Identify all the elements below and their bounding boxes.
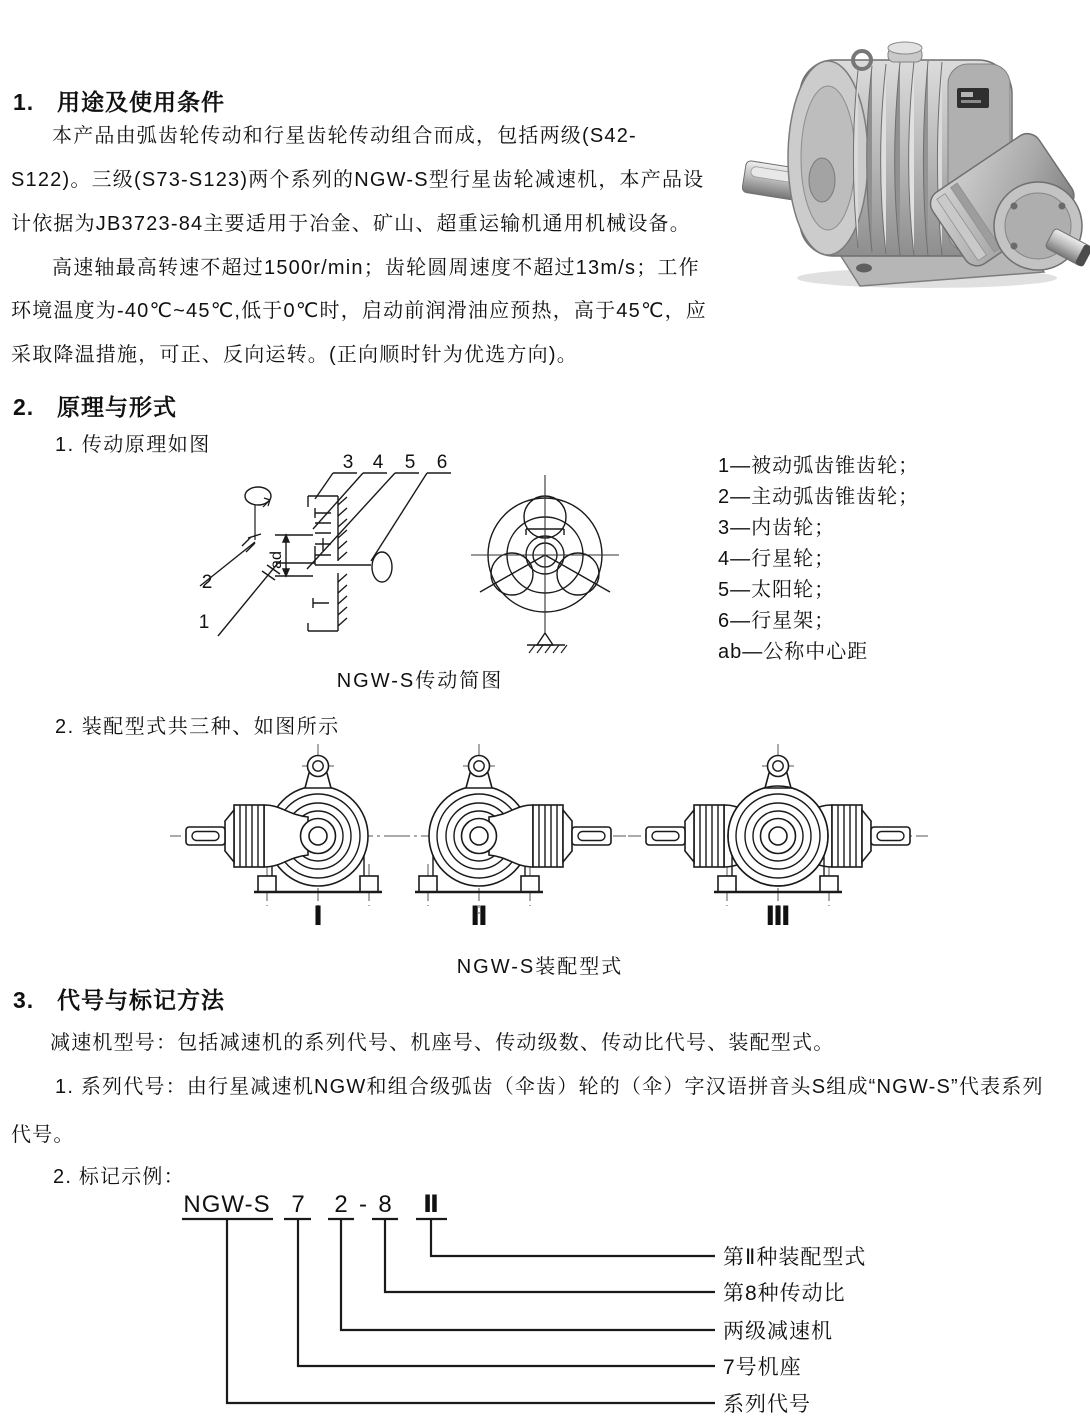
legend-item: 5—太阳轮； (718, 579, 836, 601)
para2-line3: 采取降温措施，可正、反向运转。(正向顺时针为优选方向)。 (11, 344, 578, 366)
section2-item2: 2. 装配型式共三种、如图所示 (55, 716, 340, 738)
code-frame: 7 (291, 1191, 305, 1218)
callout-ratio: 第8种传动比 (723, 1282, 846, 1305)
product-photo (742, 30, 1090, 292)
callout-series: 系列代号 (723, 1393, 811, 1416)
para1-line3: 计依据为JB3723-84主要适用于冶金、矿山、超重运输机通用机械设备。 (11, 213, 691, 235)
legend-item: 2—主动弧齿锥齿轮； (718, 486, 920, 508)
legend-item: 4—行星轮； (718, 548, 836, 570)
section1-title: 用途及使用条件 (57, 89, 225, 115)
assembly-type-1 (170, 744, 400, 914)
code-assembly: Ⅱ (423, 1191, 439, 1218)
code-series: NGW-S (183, 1191, 271, 1218)
section3-title: 代号与标记方法 (57, 987, 225, 1013)
para1-line2: S122)。三级(S73-S123)两个系列的NGW-S型行星齿轮减速机，本产品设 (11, 169, 705, 191)
schematic-label-5: 5 (404, 452, 416, 473)
schematic-label-1: 1 (198, 612, 210, 633)
para2-line2: 环境温度为-40℃~45℃,低于0℃时，启动前润滑油应预热，高于45℃，应 (11, 300, 708, 322)
name-plate (957, 88, 989, 108)
callout-assembly: 第Ⅱ种装配型式 (723, 1246, 867, 1269)
gear-train-drawing (200, 487, 392, 636)
schematic-label-4: 4 (372, 452, 384, 473)
section1-heading (13, 84, 225, 117)
marking-connectors (182, 1219, 715, 1403)
reducer-photo-group (742, 42, 1090, 288)
section1-number: 1. (13, 89, 35, 115)
section2-number: 2. (13, 394, 35, 420)
para2-line1: 高速轴最高转速不超过1500r/min；齿轮圆周速度不超过13m/s；工作 (52, 257, 700, 279)
para1-line1: 本产品由弧齿轮传动和行星齿轮传动组合而成，包括两级(S42- (52, 125, 637, 147)
front-view-drawing (471, 475, 619, 653)
section3-heading (13, 982, 225, 1015)
output-flange (994, 182, 1090, 270)
code-dash: - (359, 1191, 367, 1218)
schematic-label-2: 2 (201, 572, 213, 593)
callout-stages: 两级减速机 (723, 1320, 833, 1343)
legend-item: 6—行星架； (718, 610, 836, 632)
code-ratio: 8 (378, 1191, 392, 1218)
schematic-caption: NGW-S传动简图 (336, 670, 504, 692)
schematic-legend (718, 451, 919, 668)
section3-item2: 2. 标记示例： (53, 1166, 185, 1188)
assembly-types-drawing (170, 740, 950, 940)
schematic-label-3: 3 (342, 452, 354, 473)
legend-item: 1—被动弧齿锥齿轮； (718, 455, 920, 477)
section3-intro: 减速机型号：包括减速机的系列代号、机座号、传动级数、传动比代号、装配型式。 (50, 1032, 835, 1054)
section3-item1-line2: 代号。 (11, 1124, 75, 1146)
assembly-label-1: Ⅰ (312, 901, 324, 931)
transmission-schematic (185, 443, 675, 698)
schematic-label-6: 6 (436, 452, 448, 473)
callout-frame: 7号机座 (723, 1356, 802, 1379)
code-stages: 2 (334, 1191, 348, 1218)
assembly-type-2 (397, 744, 629, 914)
marking-example-diagram (170, 1186, 890, 1418)
assembly-type-3 (628, 744, 928, 914)
assembly-label-3: Ⅲ (765, 901, 791, 931)
section2-title: 原理与形式 (57, 394, 177, 420)
assembly-caption: NGW-S装配型式 (456, 956, 624, 978)
legend-item: 3—内齿轮； (718, 517, 836, 539)
schematic-dim-label: ad (268, 551, 285, 569)
section3-item1-line1: 1. 系列代号：由行星减速机NGW和组合级弧齿（伞齿）轮的（伞）字汉语拼音头S组成“NGW-S”代表系列 (55, 1076, 1044, 1098)
assembly-label-2: Ⅱ (470, 901, 488, 931)
section2-item1: 1. 传动原理如图 (55, 434, 211, 456)
legend-item: ab—公称中心距 (718, 641, 869, 663)
section2-heading (13, 389, 177, 422)
section3-number: 3. (13, 987, 35, 1013)
